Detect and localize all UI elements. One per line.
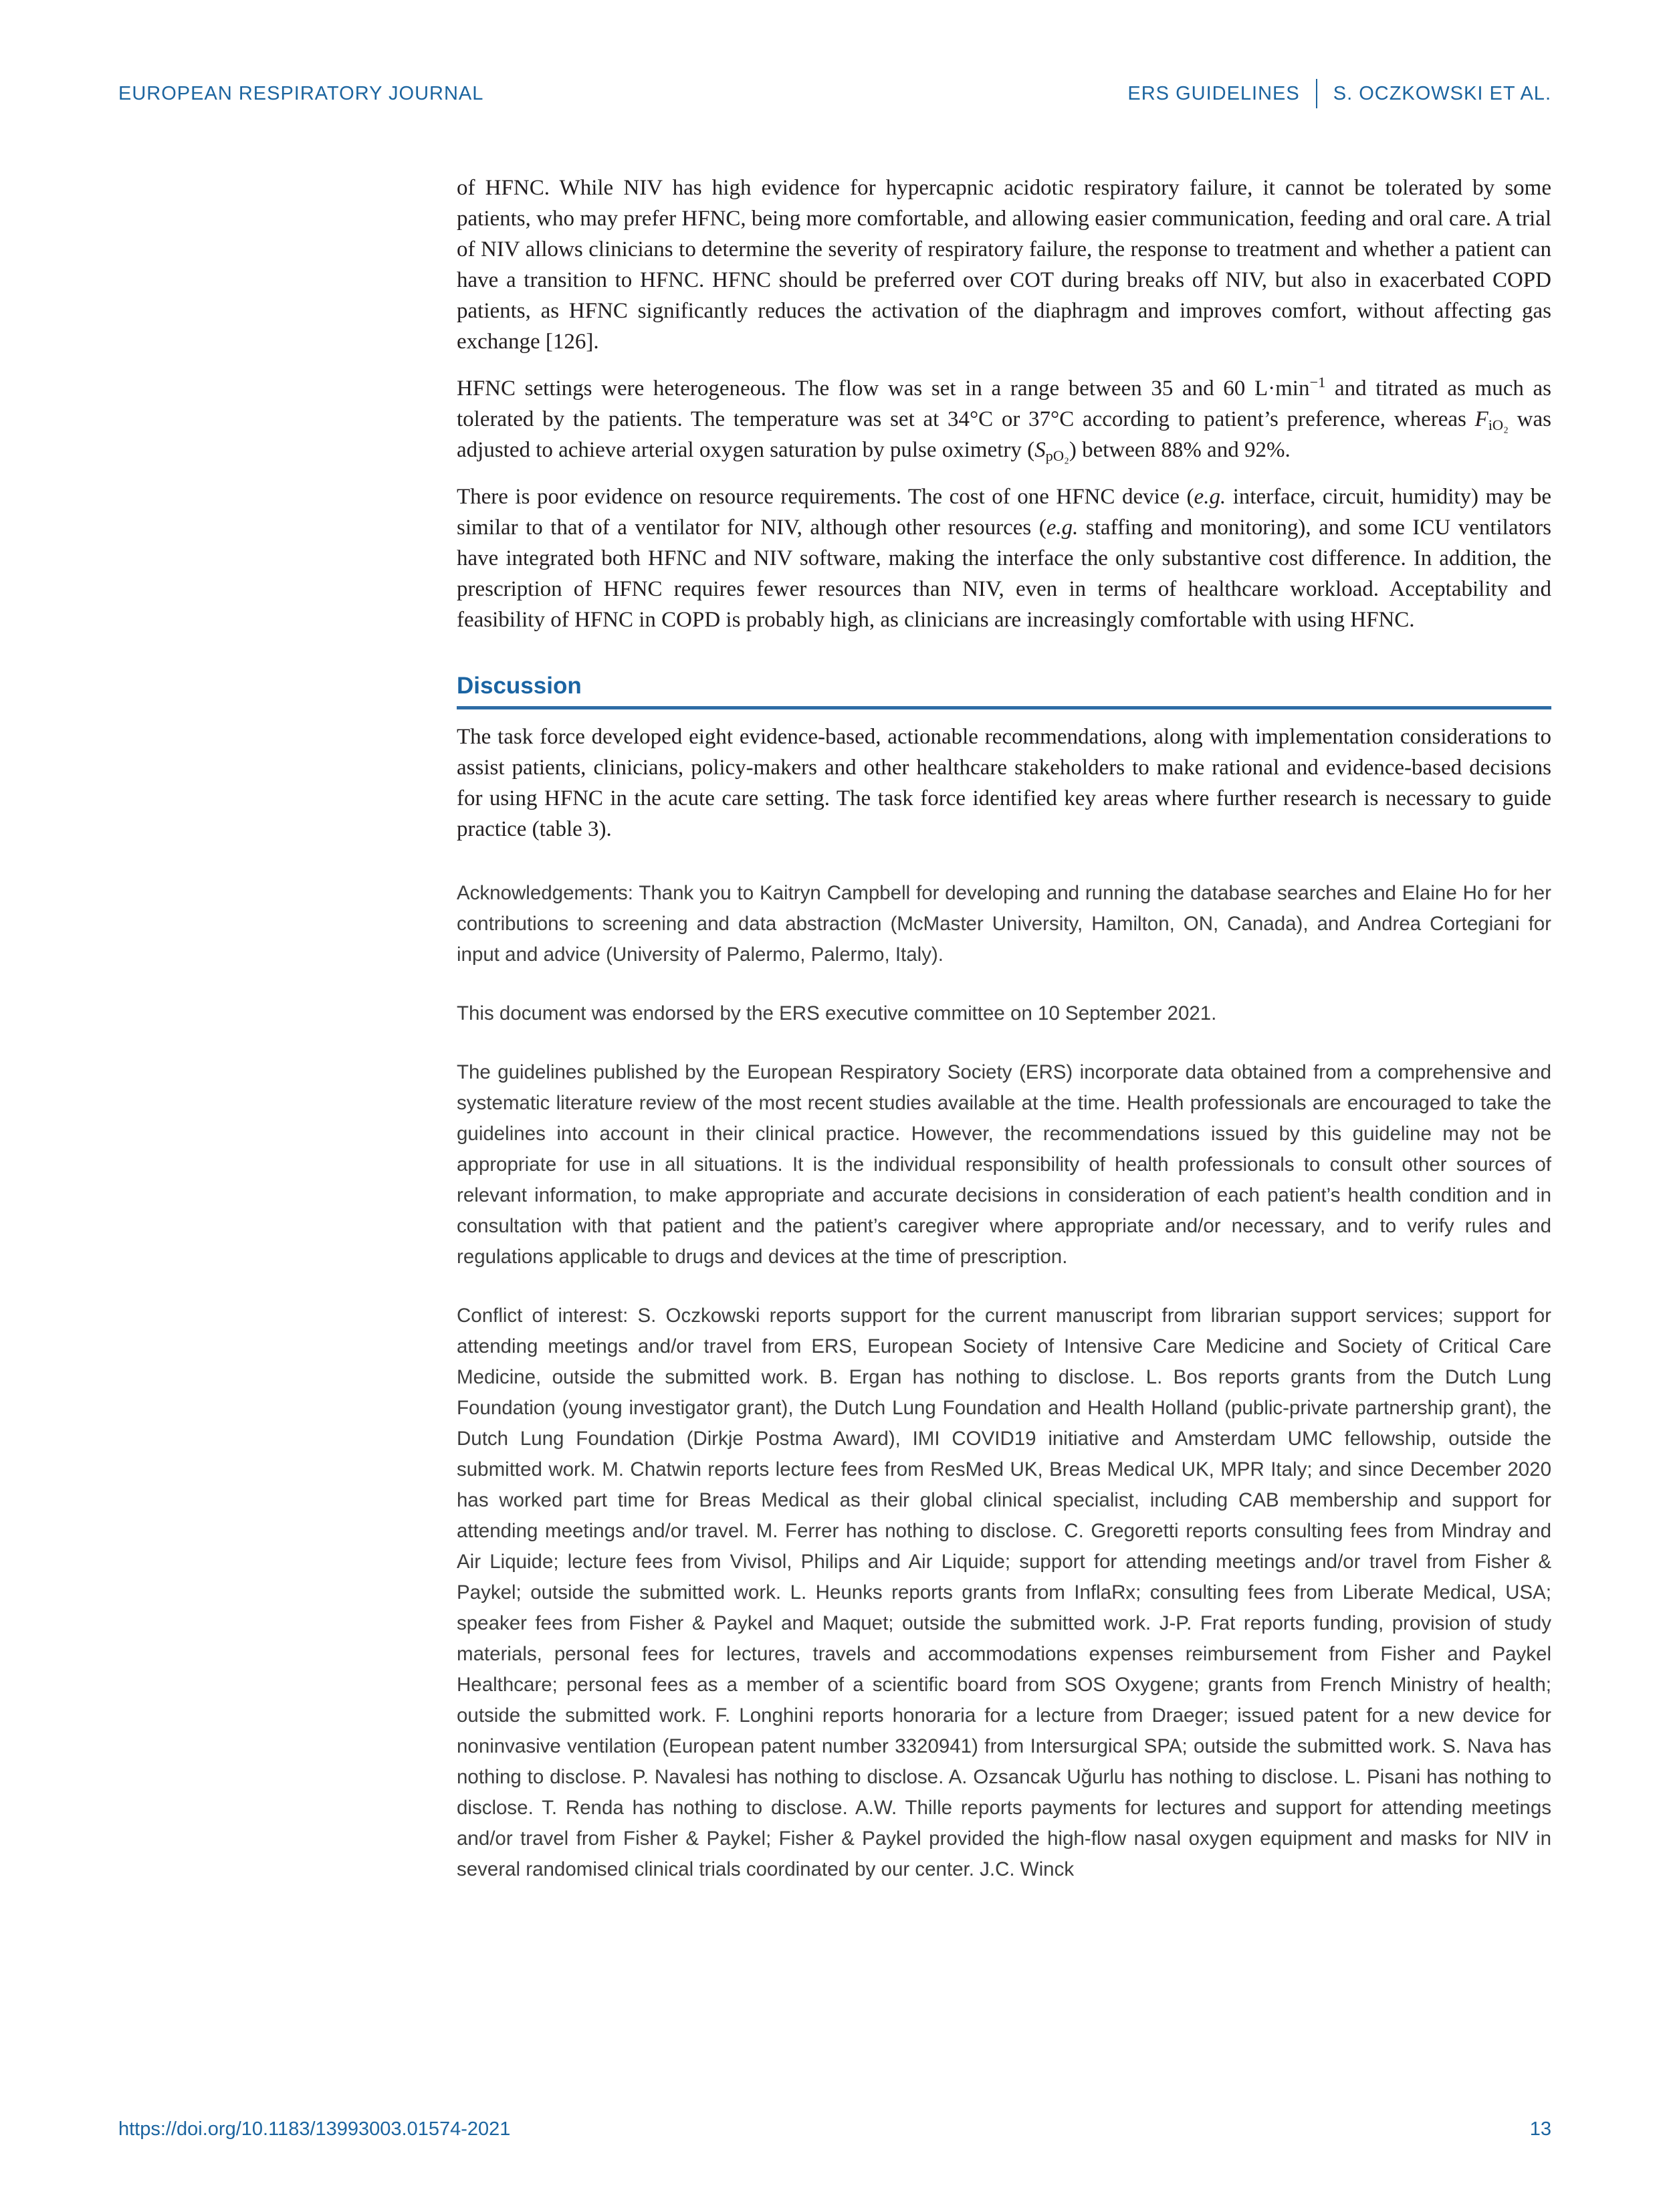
article-body	[457, 173, 1551, 1885]
running-head-section: ERS GUIDELINES	[1127, 82, 1300, 104]
running-head-authors: S. OCZKOWSKI ET AL.	[1333, 82, 1551, 104]
paragraph-resource-requirements	[457, 481, 1551, 635]
paragraph-niv-tolerability: of HFNC. While NIV has high evidence for hypercapnic acidotic respiratory failure, it cannot be tolerated by some patients, who may prefer HFNC, being more comfortable, and allowing easier communication, feeding and oral care. A trial of NIV allows clinicians to determine the severity of respiratory failure, the response to treatment and whether a patient can have a transition to HFNC. HFNC should be preferred over COT during breaks off NIV, but also in exacerbated COPD patients, as HFNC significantly reduces the activation of the diaphragm and improves comfort, without affecting gas exchange [126].	[457, 176, 1551, 354]
settings-text: HFNC settings were heterogeneous. The flow was set in a range between 35 and 60 L·min	[457, 376, 1310, 401]
page-header	[118, 79, 1551, 108]
guidelines-disclaimer-paragraph: The guidelines published by the European Respiratory Society (ERS) incorporate data obtained from a comprehensive and systematic literature review of the most recent studies available at the time. Health professionals are encouraged to take the guidelines into account in their clinical practice. However, the recommendations issued by this guideline may not be appropriate for use in all situations. It is the individual responsibility of health professionals to consult other sources of relevant information, to make appropriate and accurate decisions in consideration of each patient’s health condition and in consultation with that patient and the patient’s caregiver where appropriate and/or necessary, and to verify rules and regulations applicable to drugs and devices at the time of prescription.	[457, 1061, 1551, 1268]
running-head	[1127, 79, 1551, 108]
backmatter	[457, 878, 1551, 1885]
endorsement-paragraph: This document was endorsed by the ERS executive committee on 10 September 2021.	[457, 1002, 1217, 1024]
eg-italic: e.g.	[1194, 485, 1226, 509]
paragraph-discussion: The task force developed eight evidence-based, actionable recommendations, along with implementation considerations to assist patients, clinicians, policy-makers and other healthcare stakeholders to make rational and evidence-based decisions for using HFNC in the acute care setting. The task force identified key areas where further research is necessary to guide practice (table 3).	[457, 725, 1551, 841]
eg-italic: e.g.	[1046, 516, 1079, 540]
acknowledgements-paragraph: Acknowledgements: Thank you to Kaitryn Campbell for developing and running the database searches and Elaine Ho for her contributions to screening and data abstraction (McMaster University, Hamilton, ON, Canada), and Andrea Cortegiani for input and advice (University of Palermo, Palermo, Italy).	[457, 882, 1551, 966]
resources-text: staffing and monitoring), and some ICU ventilators have integrated both HFNC and NIV software, making the interface the only substantive cost difference. In addition, the prescription of HFNC requires fewer resources than NIV, even in terms of healthcare workload. Acceptability and feasibility of HFNC in COPD is probably high, as clinicians are increasingly comfortable with using HFNC.	[457, 516, 1551, 632]
doi-link[interactable]: https://doi.org/10.1183/13993003.01574-2021	[118, 2118, 511, 2140]
fio2-subscript: iO₂	[1488, 417, 1509, 434]
superscript-minus-one: −1	[1309, 373, 1326, 391]
settings-text: ) between 88% and 92%.	[1069, 438, 1291, 462]
spo2-subscript: pO₂	[1045, 447, 1069, 465]
settings-text: and titrated as much as tolerated by the patients. The temperature was set at 34°C or 37°C according to patient’s preference, whereas	[457, 376, 1551, 431]
header-divider	[1316, 79, 1317, 108]
settings-text: was adjusted to achieve arterial oxygen saturation by pulse oximetry (	[457, 407, 1551, 462]
page-footer	[118, 2118, 1551, 2140]
section-rule	[457, 706, 1551, 709]
paragraph-hfnc-settings	[457, 373, 1551, 465]
journal-name: EUROPEAN RESPIRATORY JOURNAL	[118, 82, 484, 104]
conflict-of-interest-paragraph: Conflict of interest: S. Oczkowski reports support for the current manuscript from librarian support services; support for attending meetings and/or travel from ERS, European Society of Intensive Care Medicine and Society of Critical Care Medicine, outside the submitted work. B. Ergan has nothing to disclose. L. Bos reports grants from the Dutch Lung Foundation (young investigator grant), the Dutch Lung Foundation and Health Holland (public-private partnership grant), the Dutch Lung Foundation (Dirkje Postma Award), IMI COVID19 initiative and Amsterdam UMC fellowship, outside the submitted work. M. Chatwin reports lecture fees from ResMed UK, Breas Medical UK, MPR Italy; and since December 2020 has worked part time for Breas Medical as their global clinical specialist, including CAB membership and support for attending meetings and/or travel. M. Ferrer has nothing to disclose. C. Gregoretti reports consulting fees from Mindray and Air Liquide; lecture fees from Vivisol, Philips and Air Liquide; support for attending meetings and/or travel from Fisher & Paykel; outside the submitted work. L. Heunks reports grants from InflaRx; consulting fees from Liberate Medical, USA; speaker fees from Fisher & Paykel and Maquet; outside the submitted work. J-P. Frat reports funding, provision of study materials, personal fees for lectures, travels and accommodations expenses reimbursement from Fisher and Paykel Healthcare; personal fees as a member of a scientific board from SOS Oxygene; grants from French Ministry of health; outside the submitted work. F. Longhini reports honoraria for a lecture from Draeger; issued patent for a new device for noninvasive ventilation (European patent number 3320941) from Intersurgical SPA; outside the submitted work. S. Nava has nothing to disclose. P. Navalesi has nothing to disclose. A. Ozsancak Uğurlu has nothing to disclose. L. Pisani has nothing to disclose. T. Renda has nothing to disclose. A.W. Thille reports payments for lectures and support for attending meetings and/or travel from Fisher & Paykel; Fisher & Paykel provided the high-flow nasal oxygen equipment and masks for NIV in several randomised clinical trials coordinated by our center. J.C. Winck	[457, 1305, 1551, 1880]
discussion-heading: Discussion	[457, 673, 582, 699]
resources-text: There is poor evidence on resource requirements. The cost of one HFNC device (	[457, 485, 1194, 509]
fio2-symbol: F	[1474, 407, 1488, 431]
page-number: 13	[1529, 2118, 1551, 2140]
resources-text: interface, circuit, humidity) may be similar to that of a ventilator for NIV, although other resources (	[457, 485, 1551, 540]
spo2-symbol: S	[1034, 438, 1046, 462]
